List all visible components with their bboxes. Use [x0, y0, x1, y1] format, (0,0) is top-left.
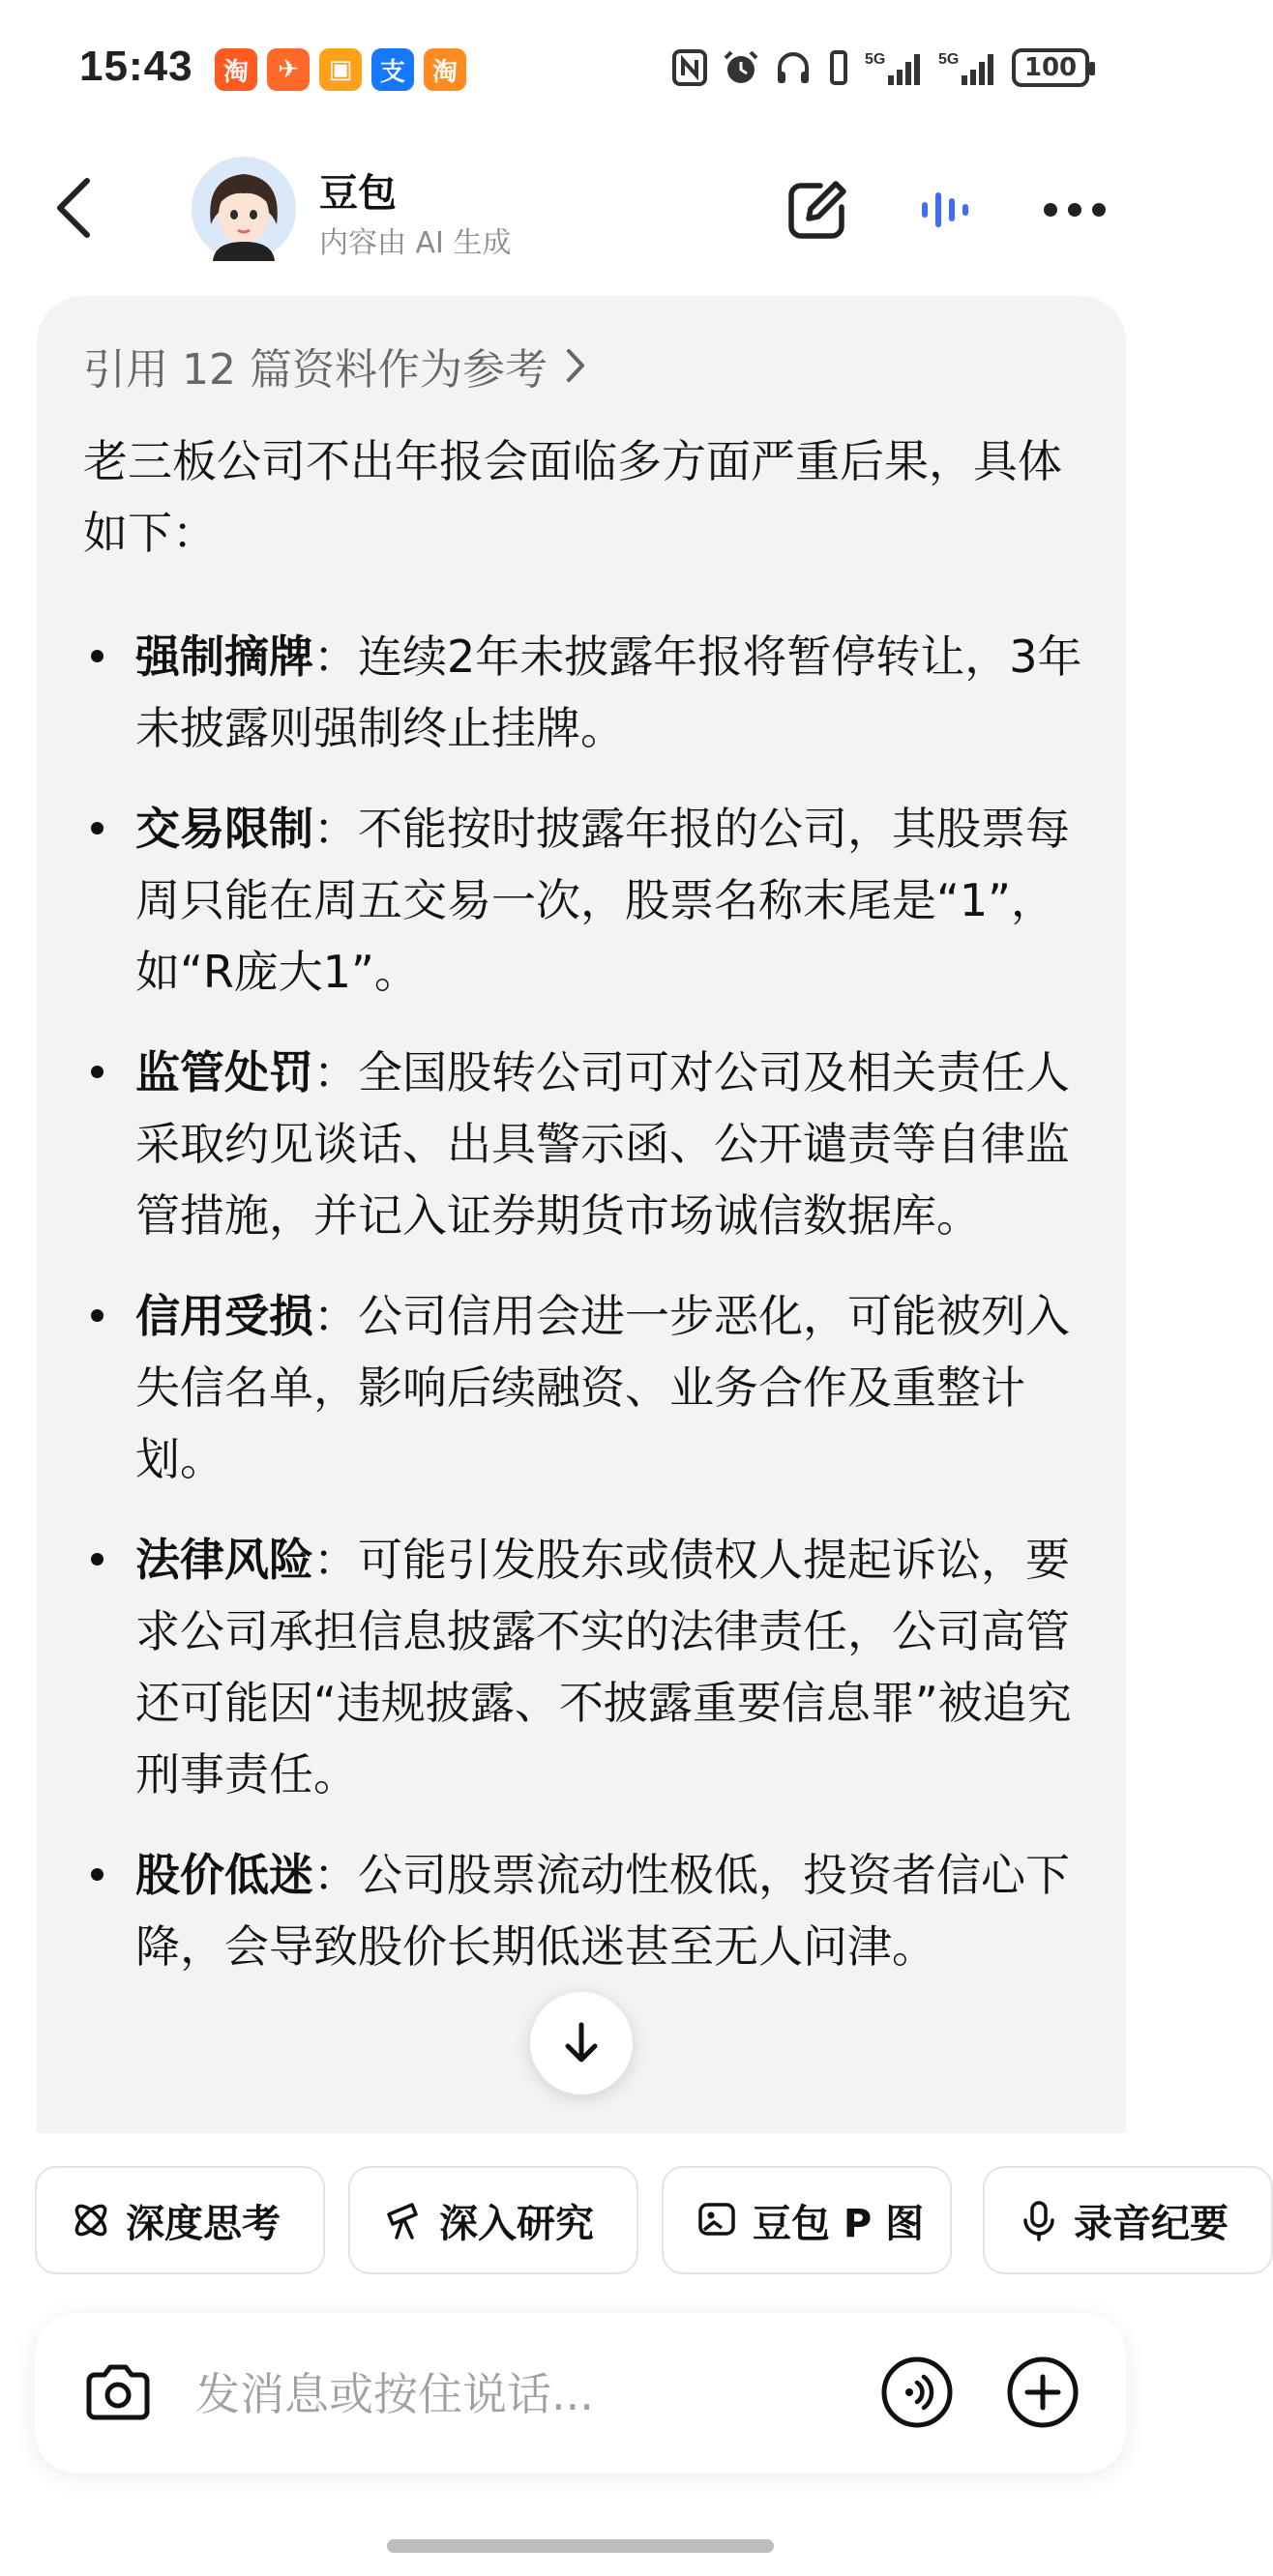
system-status-icons [671, 46, 1089, 89]
image-edit-chip[interactable] [662, 2166, 952, 2274]
deep-research-chip[interactable] [348, 2166, 638, 2274]
message-input[interactable] [195, 2357, 853, 2431]
camera-icon [83, 2361, 153, 2423]
references-label: 引用 12 篇资料作为参考 [83, 345, 548, 395]
recording-chip[interactable] [983, 2166, 1273, 2274]
avatar[interactable] [192, 157, 296, 261]
status-time: 15:43 [79, 43, 193, 90]
vibrate-icon [826, 46, 851, 89]
more-dots-icon [1043, 202, 1107, 218]
status-bar [0, 0, 1161, 135]
item-text: ：公司股票流动性极低，投资者信心下降，会导致股价长期低迷甚至无人问津。 [135, 1849, 1070, 1973]
deep-think-chip[interactable] [35, 2166, 325, 2274]
ai-disclaimer: 内容由 AI 生成 [319, 226, 512, 260]
list-item [83, 1524, 1089, 1810]
answer-intro: 老三板公司不出年报会面临多方面严重后果，具体如下： [83, 435, 1062, 559]
signal-2-label: 5G [938, 51, 960, 68]
new-chat-button[interactable] [782, 174, 853, 246]
chat-title: 豆包 [319, 171, 397, 216]
alarm-icon [722, 46, 760, 89]
item-label: 监管处罚 [135, 1046, 313, 1098]
battery-icon: 100 [1012, 48, 1089, 87]
chip-label: 深入研究 [439, 2201, 594, 2246]
nfc-icon [671, 46, 708, 89]
headphones-icon [774, 46, 813, 89]
edit-icon [785, 178, 849, 242]
item-text: ：全国股转公司可对公司及相关责任人采取约见谈话、出具警示函、公开谴责等自律监管措施，并记入证券期货市场诚信数据库。 [135, 1046, 1070, 1242]
item-label: 交易限制 [135, 803, 313, 855]
signal-1-label: 5G [865, 51, 886, 68]
camera-button[interactable] [79, 2354, 157, 2431]
sound-wave-icon [918, 189, 976, 231]
list-item [83, 793, 1089, 1008]
answer-list [83, 621, 1089, 2011]
taobao-app-icon: 淘 [424, 48, 466, 91]
tile-app-icon: ▣ [319, 48, 362, 91]
chip-label: 豆包 P 图 [753, 2201, 925, 2246]
item-text: ：连续2年未披露年报将暂停转让，3年未披露则强制终止挂牌。 [135, 630, 1082, 754]
home-indicator[interactable] [387, 2539, 774, 2553]
item-label: 股价低迷 [135, 1849, 313, 1901]
item-label: 强制摘牌 [135, 630, 313, 683]
voice-wave-icon [880, 2356, 954, 2429]
scroll-to-bottom-button[interactable] [530, 1992, 633, 2094]
quick-actions-bar [35, 2166, 1229, 2278]
voice-call-button[interactable] [911, 174, 983, 246]
chip-label: 深度思考 [126, 2201, 281, 2246]
add-attachment-button[interactable] [1004, 2354, 1081, 2431]
answer-card [37, 296, 1126, 2133]
item-text: ：公司信用会进一步恶化，可能被列入失信名单，影响后续融资、业务合作及重整计划。 [135, 1290, 1070, 1485]
taobao-icon: 淘 [215, 48, 257, 91]
arrow-down-icon [562, 2021, 601, 2065]
message-composer [35, 2313, 1126, 2474]
item-label: 信用受损 [135, 1290, 313, 1342]
send-app-icon: ✈ [267, 48, 310, 91]
references-link[interactable] [83, 335, 586, 396]
back-button[interactable] [44, 174, 103, 242]
list-item [83, 1037, 1089, 1251]
item-label: 法律风险 [135, 1534, 313, 1586]
microphone-icon [1018, 2199, 1060, 2241]
telescope-icon [383, 2199, 426, 2241]
more-button[interactable] [1039, 174, 1110, 246]
list-item [83, 1839, 1089, 1982]
signal-icon [865, 46, 925, 89]
signal-icon-2 [938, 46, 998, 89]
chat-header [0, 145, 1161, 271]
item-text: ：可能引发股东或债权人提起诉讼，要求公司承担信息披露不实的法律责任，公司高管还可能因“违规披露、不披露重要信息罪”被追究刑事责任。 [135, 1534, 1072, 1800]
plus-icon [1006, 2356, 1080, 2429]
voice-input-button[interactable] [878, 2354, 956, 2431]
chip-label: 录音纪要 [1074, 2201, 1229, 2246]
image-edit-icon [696, 2199, 739, 2241]
atom-icon [70, 2199, 112, 2241]
item-text: ：不能按时披露年报的公司，其股票每周只能在周五交易一次，股票名称末尾是“1”，如“R庞大1”。 [135, 803, 1070, 998]
chevron-right-icon [565, 347, 586, 384]
chevron-left-icon [54, 177, 93, 239]
alipay-icon: 支 [371, 48, 414, 91]
list-item [83, 1280, 1089, 1495]
list-item [83, 621, 1089, 764]
notification-icons [215, 48, 466, 91]
